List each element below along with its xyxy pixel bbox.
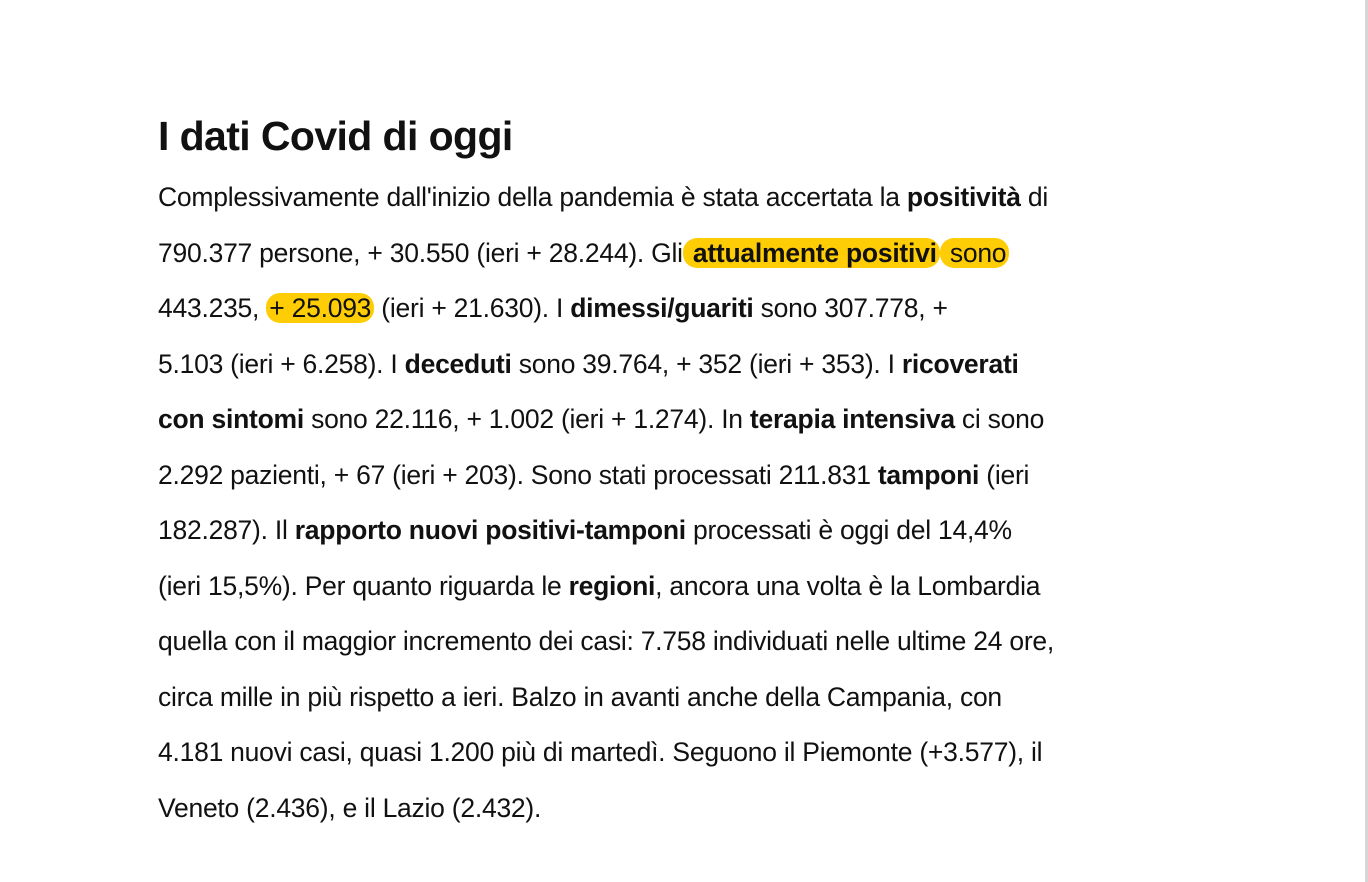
bold-keyword: regioni: [568, 570, 656, 601]
bold-keyword: terapia intensiva: [749, 404, 955, 434]
highlighted-text: sono: [940, 238, 1010, 268]
paragraph-text: (ieri 15,5%). Per quanto riguarda le: [158, 570, 569, 601]
paragraph-text: (ieri + 21.630). I: [374, 293, 571, 323]
paragraph-text: sono 307.778, +: [753, 293, 948, 323]
paragraph-text: 2.292 pazienti, + 67 (ieri + 203). Sono stati processati 211.831: [158, 459, 878, 490]
article-title: I dati Covid di oggi: [158, 113, 513, 159]
bold-keyword: positività: [906, 182, 1021, 212]
paragraph-text: 182.287). Il: [158, 515, 295, 545]
bold-keyword: rapporto nuovi positivi-tamponi: [294, 515, 686, 545]
paragraph-text: Veneto (2.436), e il Lazio (2.432).: [158, 792, 542, 823]
paragraph-text: quella con il maggior incremento dei casi: 7.758 individuati nelle ultime 24 ore,: [158, 626, 1054, 656]
highlighted-bold-keyword: attualmente positivi: [683, 238, 940, 268]
paragraph-text: 5.103 (ieri + 6.258). I: [158, 348, 405, 379]
paragraph-text: processati è oggi del 14,4%: [685, 515, 1012, 545]
bold-keyword: deceduti: [404, 348, 512, 379]
paragraph-text: sono 39.764, + 352 (ieri + 353). I: [511, 348, 902, 379]
bold-keyword: ricoverati: [901, 348, 1019, 379]
paragraph-text: ci sono: [954, 404, 1045, 434]
paragraph-text: 4.181 nuovi casi, quasi 1.200 più di martedì. Seguono il Piemonte (+3.577), il: [158, 737, 1043, 767]
article: [158, 108, 1248, 836]
highlighted-text: + 25.093: [266, 293, 374, 323]
bold-keyword: tamponi: [877, 459, 980, 490]
bold-keyword: dimessi/guariti: [570, 293, 754, 323]
paragraph-text: 790.377 persone, + 30.550 (ieri + 28.244). Gli: [158, 237, 683, 268]
paragraph-text: circa mille in più rispetto a ieri. Balzo in avanti anche della Campania, con: [158, 681, 1002, 712]
bold-keyword: con sintomi: [158, 404, 304, 434]
paragraph-text: , ancora una volta è la Lombardia: [655, 570, 1041, 601]
article-paragraph: [158, 170, 1248, 836]
paragraph-text: sono 22.116, + 1.002 (ieri + 1.274). In: [303, 404, 750, 434]
paragraph-text: Complessivamente dall'inizio della pandemia è stata accertata la: [158, 182, 907, 212]
paragraph-text: 443.235,: [158, 293, 267, 323]
paragraph-text: (ieri: [979, 459, 1030, 490]
paragraph-text: di: [1020, 182, 1048, 212]
